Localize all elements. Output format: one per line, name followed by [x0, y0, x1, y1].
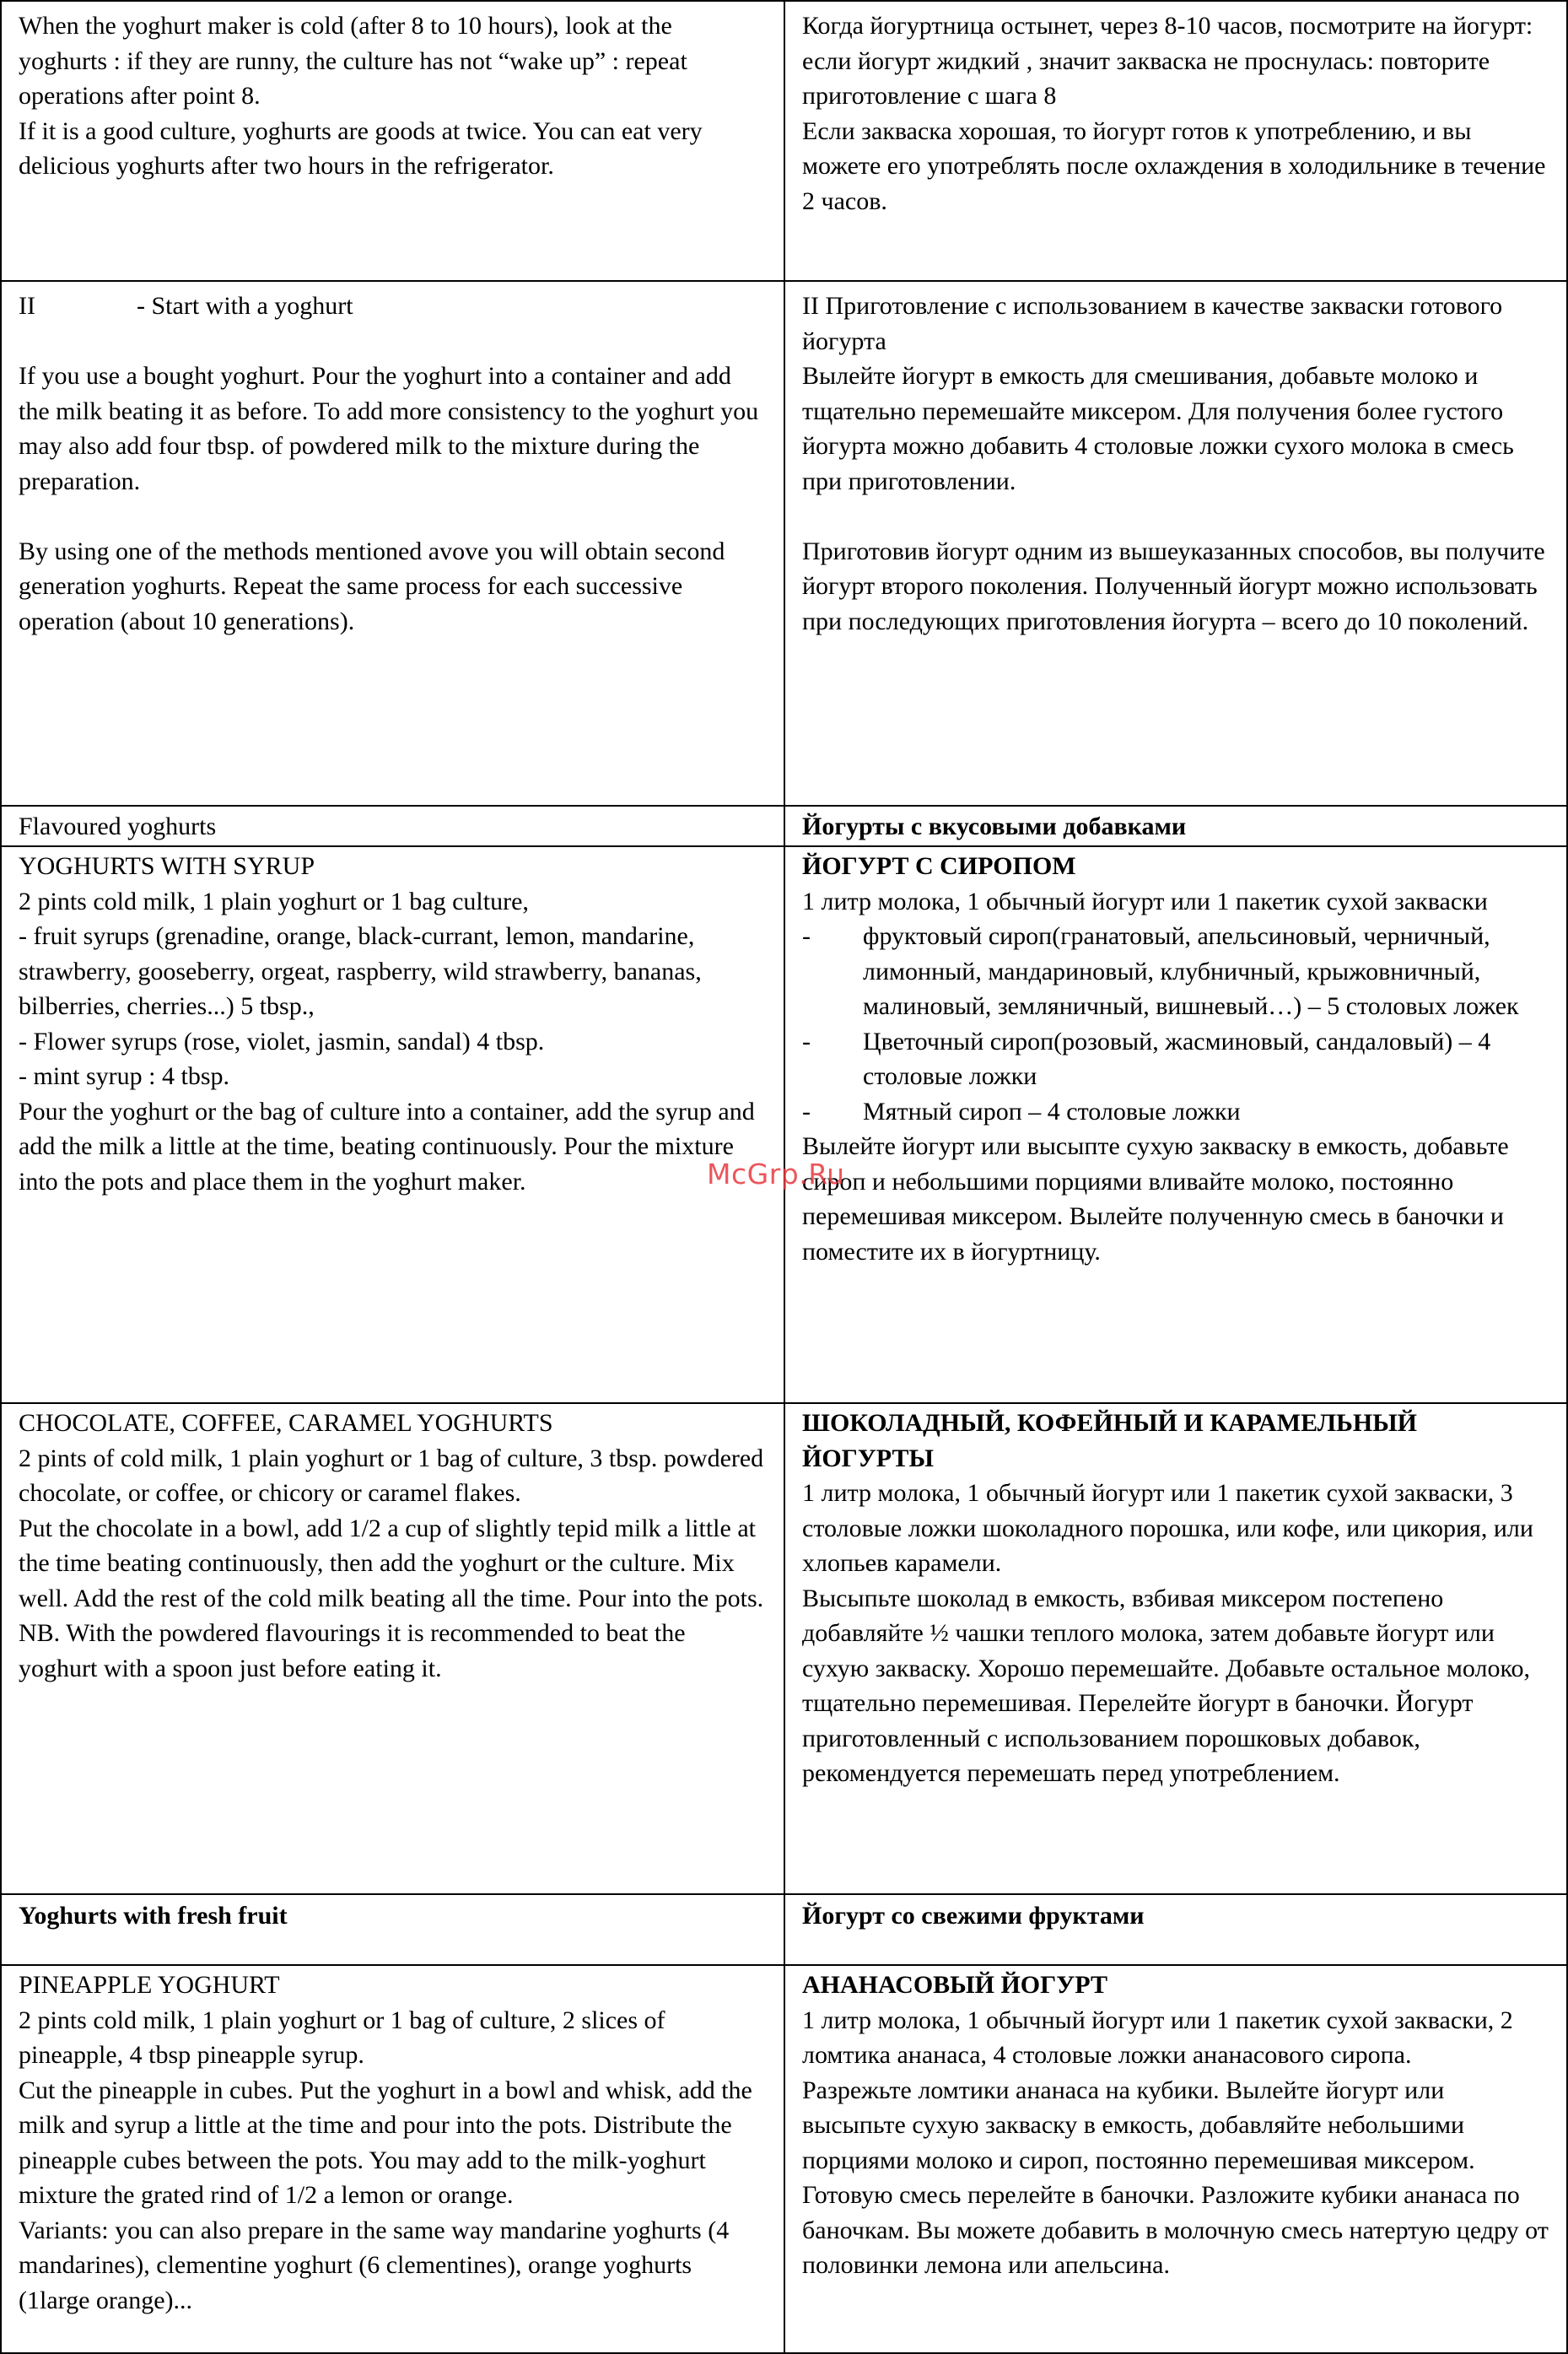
row2-en-paragraph-1: If you use a bought yoghurt. Pour the yoghurt into a container and add the milk beating it as before. To add more consistency to the yoghurt you may also add four tbsp. of powdered milk to the mixture during the preparation.: [19, 362, 759, 495]
row4-en-instructions: Pour the yoghurt or the bag of culture into a container, add the syrup and add the milk a little at the time, beating continuously. Pour the mixture into the pots and place them in the yoghurt maker.: [19, 1097, 755, 1196]
row4-en-title: YOGHURTS WITH SYRUP: [19, 852, 315, 880]
watermark-text: McGrp.Ru: [707, 1158, 845, 1190]
row4-ru-list-item-fruit: [802, 919, 1549, 1024]
row7-en-ingredients: 2 pints cold milk, 1 plain yoghurt or 1 bag of culture, 2 slices of pineapple, 4 tbsp pineapple syrup.: [19, 2006, 665, 2069]
row4-ru-flower-syrups: Цветочный сироп(розовый, жасминовый, сандаловый) – 4 столовые ложки: [863, 1027, 1491, 1090]
row5-ru-instructions: Высыпьте шоколад в емкость, взбивая миксером постепено добавляйте ½ чашки теплого молока, затем добавьте йогурт или сухую закваску. Хорошо перемешайте. Добавьте остальное молоко, тщательно перемешивая. Перелейте йогурт в баночки. Йогурт приготовленный с использованием порошковых добавок, рекомендуется перемешать перед употреблением.: [802, 1584, 1531, 1787]
row4-en-fruit-syrups: - fruit syrups (grenadine, orange, black-currant, lemon, mandarine, strawberry, gooseberry, orgeat, raspberry, wild strawberry, bananas, bilberries, cherries...) 5 tbsp.,: [19, 922, 702, 1020]
row1-en-paragraph-2: If it is a good culture, yoghurts are goods at twice. You can eat very delicious yoghurts after two hours in the refrigerator.: [19, 116, 703, 180]
row3-en-section-title: Flavoured yoghurts: [19, 813, 217, 840]
row3-ru-section-title: Йогурты с вкусовыми добавками: [802, 813, 1187, 840]
row5-en-title: CHOCOLATE, COFFEE, CARAMEL YOGHURTS: [19, 1409, 553, 1437]
row2-russian-cell: [784, 280, 1568, 807]
row4-en-mint-syrup: - mint syrup : 4 tbsp.: [19, 1062, 230, 1090]
row5-english-cell: [0, 1402, 785, 1895]
row6-russian-cell: [784, 1893, 1568, 1966]
row2-ru-heading: II Приготовление с использованием в качестве закваски готового йогурта: [802, 292, 1503, 355]
row2-en-heading-text: - Start with a yoghurt: [137, 292, 353, 320]
row7-en-title: PINEAPPLE YOGHURT: [19, 1971, 280, 1999]
row5-ru-ingredients: 1 литр молока, 1 обычный йогурт или 1 пакетик сухой закваски, 3 столовые ложки шоколадного порошка, или кофе, или цикория, или хлопьев карамели.: [802, 1479, 1533, 1577]
row1-en-paragraph-1: When the yoghurt maker is cold (after 8 to 10 hours), look at the yoghurts : if they are runny, the culture has not “wake up” : repeat operations after point 8.: [19, 12, 687, 110]
row4-ru-fruit-syrups: фруктовый сироп(гранатовый, апельсиновый, черничный, лимонный, мандариновый, клубничный, крыжовничный, малиновый, земляничный, вишневый…) – 5 столовых ложек: [863, 922, 1519, 1020]
row4-english-cell: [0, 845, 785, 1404]
row7-english-cell: [0, 1964, 785, 2354]
row6-en-section-title: Yoghurts with fresh fruit: [19, 1902, 288, 1930]
row5-russian-cell: [784, 1402, 1568, 1895]
row4-ru-title: ЙОГУРТ С СИРОПОМ: [802, 852, 1076, 880]
row7-en-instructions: Cut the pineapple in cubes. Put the yoghurt in a bowl and whisk, add the milk and syrup a little at the time and pour into the pots. Distribute the pineapple cubes between the pots. You may add to the milk-yoghurt mixture the grated rind of 1/2 a lemon or orange.: [19, 2076, 752, 2209]
list-dash: -: [802, 922, 811, 950]
row5-en-instructions: Put the chocolate in a bowl, add 1/2 a cup of slightly tepid milk a little at the time beating continuously, then add the yoghurt or the culture. Mix well. Add the rest of the cold milk beating all the time. Pour into the pots. NB. With the powdered flavourings it is recommended to beat the yoghurt with a spoon just before eating it.: [19, 1514, 764, 1682]
row7-ru-instructions: Разрежьте ломтики ананаса на кубики. Вылейте йогурт или высыпьте сухую закваску в емкость, добавляйте небольшими порциями молоко и сироп, постоянно перемешивая миксером. Готовую смесь перелейте в баночки. Разложите кубики ананаса по баночкам. Вы можете добавить в молочную смесь натертую цедру от половинки лемона или апельсина.: [802, 2076, 1549, 2279]
row7-ru-title: АНАНАСОВЫЙ ЙОГУРТ: [802, 1971, 1107, 1999]
row4-en-flower-syrups: - Flower syrups (rose, violet, jasmin, sandal) 4 tbsp.: [19, 1027, 545, 1056]
row7-ru-ingredients: 1 литр молока, 1 обычный йогурт или 1 пакетик сухой закваски, 2 ломтика ананаса, 4 столовые ложки ананасового сиропа.: [802, 2006, 1513, 2069]
row4-ru-mint-syrup: Мятный сироп – 4 столовые ложки: [863, 1097, 1241, 1126]
row4-russian-cell: [784, 845, 1568, 1404]
row4-ru-list-item-flower: [802, 1024, 1549, 1094]
row4-ru-instructions: Вылейте йогурт или высыпте сухую закваску в емкость, добавьте сироп и небольшими порциями вливайте молоко, постоянно перемешивая миксером. Вылейте полученную смесь в баночки и поместите их в йогуртницу.: [802, 1132, 1509, 1266]
row1-english-cell: [0, 0, 785, 282]
row2-en-paragraph-2: By using one of the methods mentioned avove you will obtain second generation yoghurts. Repeat the same process for each successive operation (about 10 generations).: [19, 537, 725, 635]
row3-russian-cell: [784, 805, 1568, 847]
row1-ru-paragraph-1: Когда йогуртница остынет, через 8-10 часов, посмотрите на йогурт: если йогурт жидкий , значит закваска не проснулась: повторите приготовление с шага 8: [802, 12, 1533, 110]
row2-english-cell: [0, 280, 785, 807]
row3-english-cell: [0, 805, 785, 847]
row7-russian-cell: [784, 1964, 1568, 2354]
row2-en-roman-numeral: II: [19, 292, 35, 320]
row2-ru-paragraph-1: Вылейте йогурт в емкость для смешивания, добавьте молоко и тщательно перемешайте миксером. Для получения более густого йогурта можно добавить 4 столовые ложки сухого молока в смесь при приготовлении.: [802, 362, 1514, 495]
row4-en-ingredients: 2 pints cold milk, 1 plain yoghurt or 1 bag culture,: [19, 887, 529, 915]
row4-ru-list-item-mint: [802, 1094, 1549, 1130]
list-dash: -: [802, 1097, 811, 1126]
row6-ru-section-title: Йогурт со свежими фруктами: [802, 1902, 1145, 1930]
list-dash: -: [802, 1027, 811, 1056]
row2-en-heading: [19, 289, 767, 324]
row6-english-cell: [0, 1893, 785, 1966]
row2-ru-paragraph-2: Приготовив йогурт одним из вышеуказанных способов, вы получите йогурт второго поколения. Полученный йогурт можно использовать при последующих приготовления йогурта – всего до 10 поколений.: [802, 537, 1545, 635]
row1-russian-cell: [784, 0, 1568, 282]
row5-ru-title: ШОКОЛАДНЫЙ, КОФЕЙНЫЙ И КАРАМЕЛЬНЫЙ ЙОГУРТЫ: [802, 1409, 1418, 1472]
row7-en-variants: Variants: you can also prepare in the same way mandarine yoghurts (4 mandarines), clementine yoghurt (6 clementines), orange yoghurts (1large orange)...: [19, 2216, 730, 2314]
row4-ru-ingredients: 1 литр молока, 1 обычный йогурт или 1 пакетик сухой закваски: [802, 887, 1488, 915]
row5-en-ingredients: 2 pints of cold milk, 1 plain yoghurt or 1 bag of culture, 3 tbsp. powdered chocolate, or coffee, or chicory or caramel flakes.: [19, 1444, 764, 1507]
row1-ru-paragraph-2: Если закваска хорошая, то йогурт готов к употреблению, и вы можете его употреблять после охлаждения в холодильнике в течение 2 часов.: [802, 116, 1546, 215]
